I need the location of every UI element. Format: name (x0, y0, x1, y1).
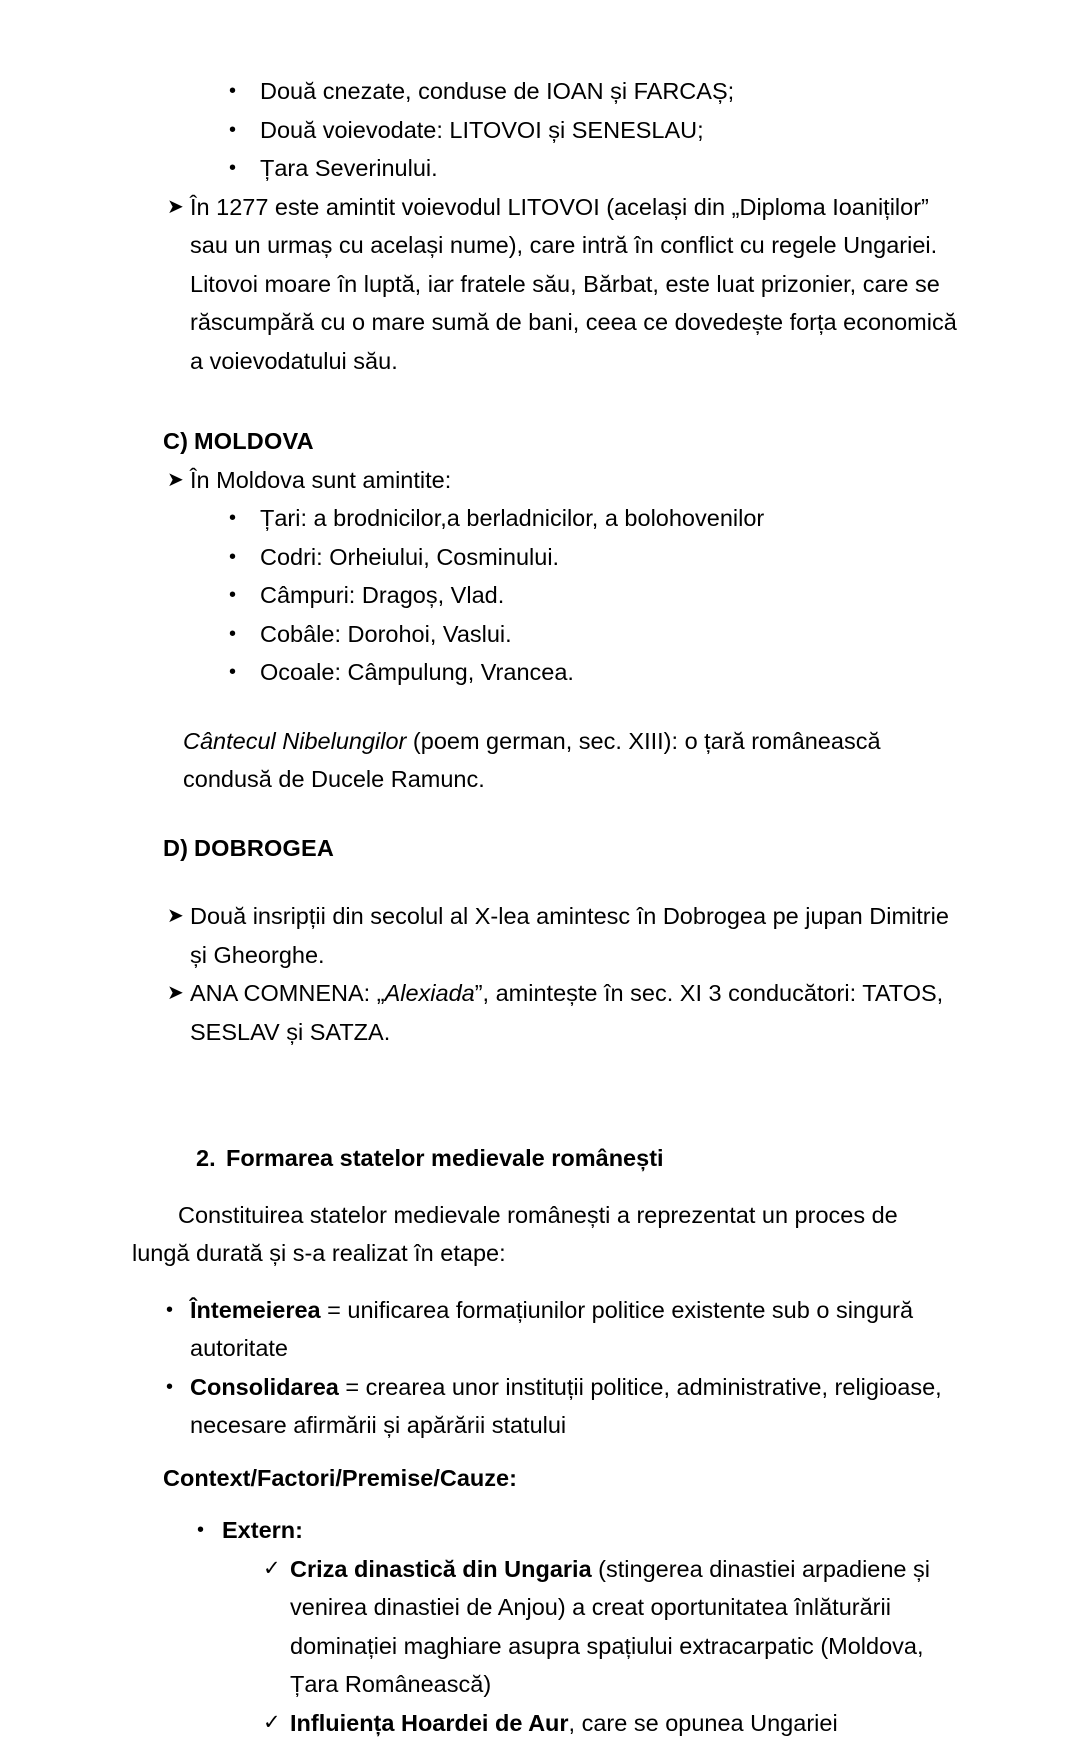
nibelungenlied-note (183, 722, 952, 799)
arrow-list-item (167, 974, 950, 1051)
list-item (229, 72, 999, 111)
list-item (166, 1291, 948, 1368)
bullet-icon: • (166, 1368, 190, 1407)
check-list-item-text (290, 1704, 932, 1742)
list-item (229, 653, 999, 692)
work-title: Cântecul Nibelungilor (183, 728, 406, 754)
definition: = crearea unor instituții politice, administrative, religioase, necesare afirmării și apărării statului (190, 1374, 942, 1439)
context-heading: Context/Factori/Premise/Cauze: (163, 1459, 1080, 1498)
arrow-list-item (167, 188, 962, 381)
work-note-text: (poem german, sec. XIII): o țară românească condusă de Ducele Ramunc. (183, 728, 881, 793)
arrow-list-item (167, 897, 962, 974)
bullet-icon: • (197, 1511, 222, 1550)
term: Criza dinastică din Ungaria (290, 1556, 592, 1582)
spacer (0, 1497, 1080, 1511)
list-item (229, 538, 999, 577)
arrow-list-item-text: În 1277 este amintit voievodul LITOVOI (același din „Diploma Ioaniților” sau un urmaș cu același nume), care intră în conflict cu regele Ungariei. Litovoi moare în luptă, iar fratele său, Bărbat, este luat prizonier, care se răscumpără cu o mare sumă de bani, ceea ce dovedește forța economică a voievodatului său. (190, 188, 962, 381)
term: Influiența Hoardei de Aur (290, 1710, 569, 1736)
check-list-item (263, 1550, 932, 1704)
bullet-icon: • (229, 111, 260, 150)
section-heading-formarea (196, 1139, 1080, 1178)
top-spacer (0, 0, 1080, 72)
list-item-text: Țara Severinului. (260, 149, 999, 188)
bullet-icon: • (229, 653, 260, 692)
check-icon: ✓ (263, 1550, 290, 1589)
section-heading-moldova (163, 422, 1080, 461)
list-item (229, 149, 999, 188)
extern-label: Extern: (222, 1511, 1080, 1550)
check-list-item (263, 1704, 932, 1742)
list-item-text: Țari: a brodnicilor,a berladnicilor, a bolohovenilor (260, 499, 999, 538)
spacer (0, 799, 1080, 829)
arrow-list-item (167, 461, 1080, 500)
definition: (stingerea dinastiei arpadiene și venirea dinastiei de Anjou) a creat oportunitatea înlăturării dominației maghiare asupra spațiului extracarpatic (Moldova, Țara Românească) (290, 1556, 930, 1698)
intro-paragraph: Constituirea statelor medievale românești a reprezentat un proces de lungă durată și s-a realizat în etape: (132, 1196, 960, 1273)
definition: = unificarea formațiunilor politice existente sub o singură autoritate (190, 1297, 913, 1362)
definition: , care se opunea Ungariei (569, 1710, 838, 1736)
list-item-text: Două cnezate, conduse de IOAN și FARCAȘ; (260, 72, 999, 111)
section-title: Formarea statelor medievale românești (226, 1145, 664, 1171)
bullet-icon: • (229, 72, 260, 111)
section-letter: C) (163, 422, 194, 461)
spacer (0, 1178, 1080, 1196)
list-item (166, 1368, 962, 1445)
list-item (229, 499, 999, 538)
spacer (0, 1445, 1080, 1459)
arrow-list-item-text (190, 974, 950, 1051)
list-item-text: Ocoale: Câmpulung, Vrancea. (260, 653, 999, 692)
check-list-item-text (290, 1550, 932, 1704)
list-item-text (190, 1368, 962, 1445)
section-heading-dobrogea (163, 829, 1080, 868)
arrow-list-item-text: În Moldova sunt amintite: (190, 461, 1080, 500)
work-title: Alexiada (385, 980, 475, 1006)
spacer (0, 1273, 1080, 1291)
arrow-icon: ➤ (167, 188, 190, 227)
bullet-icon: • (166, 1291, 190, 1330)
list-item-text: Câmpuri: Dragoș, Vlad. (260, 576, 999, 615)
arrow-icon: ➤ (167, 461, 190, 500)
arrow-icon: ➤ (167, 897, 190, 936)
bullet-icon: • (229, 538, 260, 577)
section-number: 2. (196, 1139, 226, 1178)
spacer (0, 1051, 1080, 1109)
arrow-icon: ➤ (167, 974, 190, 1013)
spacer (0, 867, 1080, 897)
list-item-text: Cobâle: Dorohoi, Vaslui. (260, 615, 999, 654)
arrow-list-item-text: Două insripții din secolul al X-lea amintesc în Dobrogea pe jupan Dimitrie și Gheorghe. (190, 897, 962, 974)
bullet-icon: • (229, 615, 260, 654)
bullet-icon: • (229, 576, 260, 615)
bullet-icon: • (229, 499, 260, 538)
list-item (229, 576, 999, 615)
section-title: MOLDOVA (194, 428, 314, 454)
section-letter: D) (163, 829, 194, 868)
bullet-icon: • (229, 149, 260, 188)
section-title: DOBROGEA (194, 835, 334, 861)
spacer (0, 1109, 1080, 1139)
list-item-text (190, 1291, 948, 1368)
list-item (197, 1511, 1080, 1550)
text-fragment: ANA COMNENA: „ (190, 980, 385, 1006)
text-fragment: ”, amintește în sec. XI 3 conducători: TATOS, SESLAV și SATZA. (190, 980, 943, 1045)
spacer (0, 692, 1080, 722)
list-item-text: Codri: Orheiului, Cosminului. (260, 538, 999, 577)
list-item (229, 615, 999, 654)
term: Întemeierea (190, 1297, 321, 1323)
list-item-text: Două voievodate: LITOVOI și SENESLAU; (260, 111, 999, 150)
spacer (0, 380, 1080, 422)
term: Consolidarea (190, 1374, 339, 1400)
list-item (229, 111, 999, 150)
check-icon: ✓ (263, 1704, 290, 1742)
